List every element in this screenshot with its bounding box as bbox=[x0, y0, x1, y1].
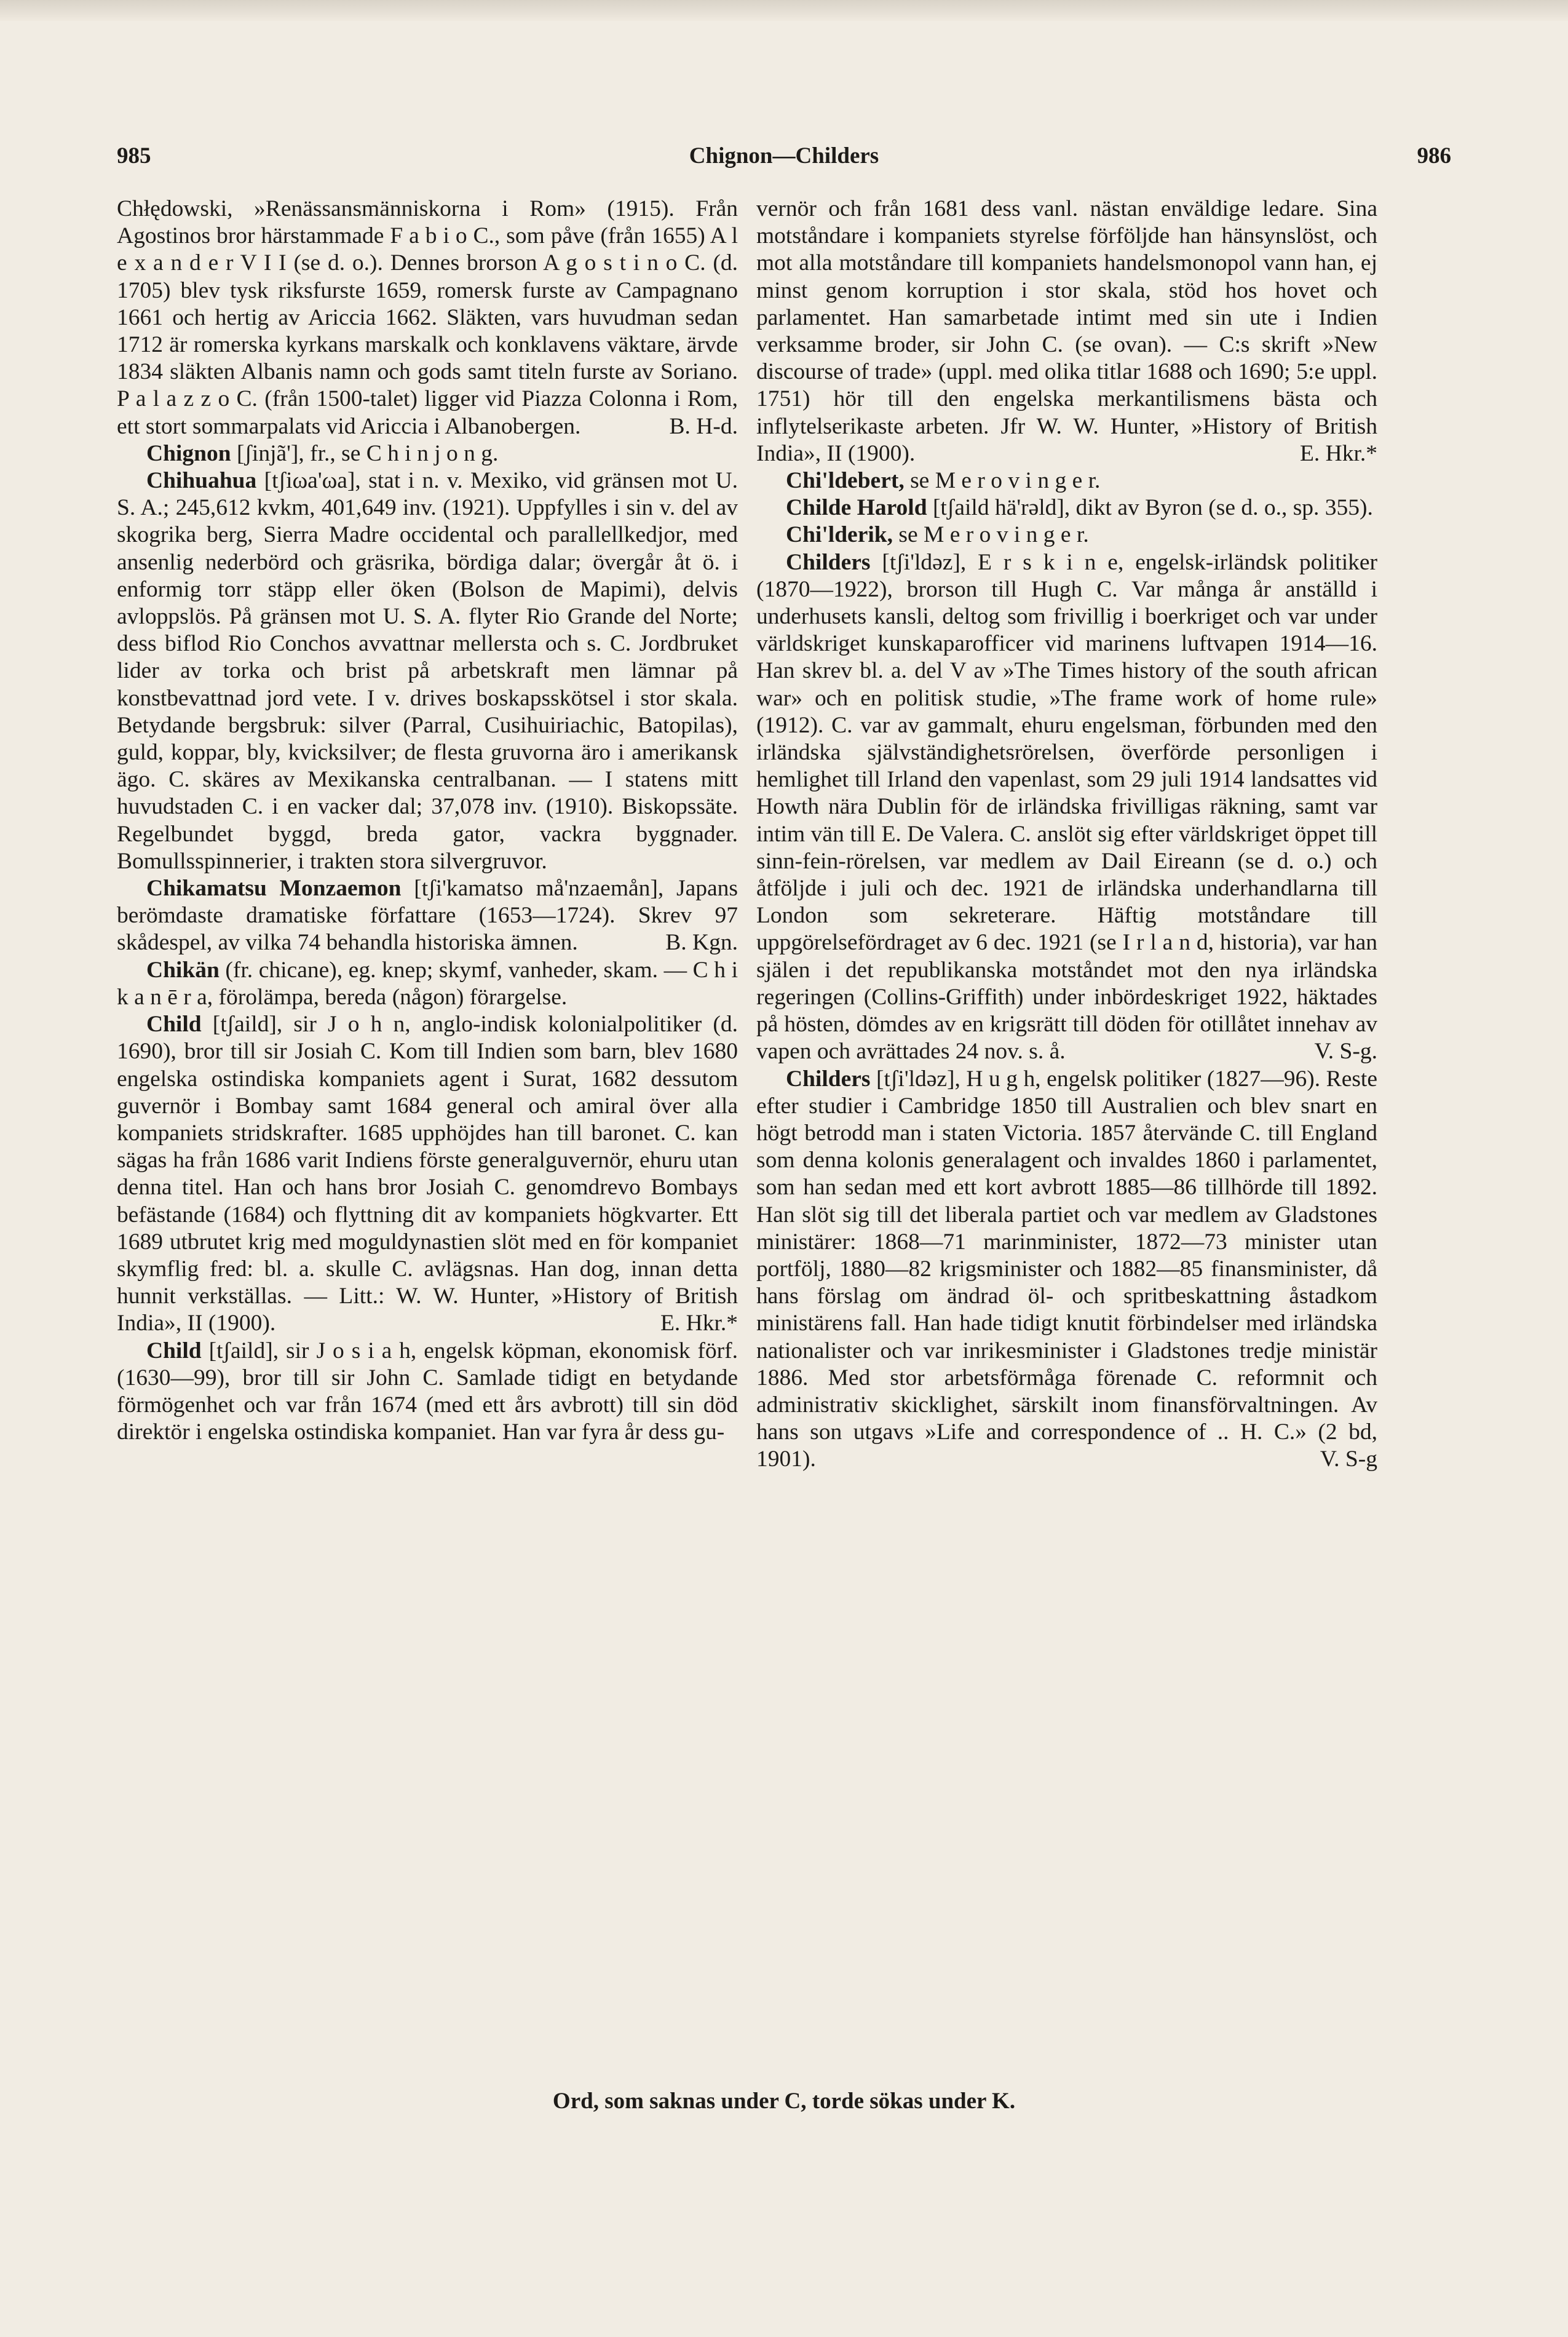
entry-headword: Chignon bbox=[146, 440, 231, 466]
entry-paragraph: Childe Harold [tʃaild hä'rəld], dikt av Byron (se d. o., sp. 355). bbox=[786, 495, 1373, 521]
entry-paragraph: Child [tʃaild], sir J o h n, anglo-indisk kolonialpolitiker (d. 1690), bror till sir Josiah C. Kom till Indien som barn, blev 1680 engelska ostindiska kompaniets agent i Surat, 1682 dessutom guvernör i Bombay samt 1684 general och amiral över alla kompaniets stridskrafter. 1685 upphöjdes han till baronet. C. kan sägas ha från 1686 varit Indiens förste generalguvernör, ehuru utan denna titel. Han och hans bror Josiah C. genomdrevo Bombays befästande (1684) och flyttning dit av kompaniets högkvarter. Ett 1689 utbrutet krig med moguldynastien slöt med en för kompaniet skymflig fred: bl. a. skulle C. avlägsnas. Han dog, innan detta hunnit verkställas. — Litt.: W. W. Hunter, »History of British India», II (1900). E. Hkr.* bbox=[117, 1011, 738, 1337]
scan-top-edge bbox=[0, 0, 1568, 21]
signature: B. Kgn. bbox=[665, 930, 738, 956]
right-column bbox=[756, 196, 1377, 1474]
signature: B. H-d. bbox=[669, 413, 738, 439]
entry-headword: Childers bbox=[786, 549, 871, 575]
entry-headword: Chihuahua bbox=[146, 468, 257, 494]
left-column bbox=[117, 196, 738, 1446]
entry-paragraph: Chi'ldebert, se M e r o v i n g e r. bbox=[786, 468, 1101, 494]
running-title: Chignon—Childers bbox=[689, 143, 879, 169]
page-number-right: 986 bbox=[1417, 143, 1451, 169]
entry-headword: Chikän bbox=[146, 957, 220, 983]
page-number-left: 985 bbox=[117, 143, 151, 169]
entry-headword: Chikamatsu Monzaemon bbox=[146, 876, 402, 902]
signature: V. S-g. bbox=[1314, 1039, 1377, 1065]
entry-paragraph: Chikamatsu Monzaemon [tʃi'kamatso må'nzaemån], Japans berömdaste dramatiske författare (1653—1724). Skrev 97 skådespel, av vilka 74 behandla historiska ämnen. B. Kgn. bbox=[117, 875, 738, 957]
entry-paragraph: Childers [tʃi'ldəz], H u g h, engelsk politiker (1827—96). Reste efter studier i Cambridge 1850 till Australien och blev snart en högt betrodd man i staten Victoria. 1857 återvände C. till England som denna kolonis generalagent och invaldes 1860 i parlamentet, som han sedan med ett kort avbrott 1885—86 tillhörde till 1892. Han slöt sig till det liberala partiet och var medlem av Gladstones ministärer: 1868—71 marinminister, 1872—73 minister utan portfölj, 1880—82 krigsminister och 1882—85 finansminister, då hans förslag om ändrad öl- och spritbeskattning åstadkom ministärens fall. Han hade tidigt knutit förbindelser med irländska nationalister och var inrikesminister i Gladstones tredje ministär 1886. Med stor arbetsförmåga förenade C. reformnit och administrativ skicklighet, särskilt inom finansförvaltningen. Av hans son utgavs »Life and correspondence of .. H. C.» (2 bd, 1901). V. S-g bbox=[756, 1066, 1377, 1474]
entry-headword: Child bbox=[146, 1012, 202, 1038]
entry-headword: Child bbox=[146, 1338, 202, 1363]
signature: V. S-g bbox=[1320, 1446, 1377, 1472]
entry-paragraph: Chi'lderik, se M e r o v i n g e r. bbox=[786, 522, 1089, 548]
entry-paragraph: vernör och från 1681 dess vanl. nästan enväldige ledare. Sina motståndare i kompaniets styrelse förföljde han hänsynslöst, och mot alla motståndare till kompaniets handelsmonopol vann han, ej minst genom korruption i stor skala, stöd hos hovet och parlamentet. Han samarbetade intimt med sin ute i Indien verksamme broder, sir John C. (se ovan). — C:s skrift »New discourse of trade» (uppl. med olika titlar 1688 och 1690; 5:e uppl. 1751) hör till den engelska merkantilismens bästa och inflytelserikaste arbeten. Jfr W. W. Hunter, »History of British India», II (1900). E. Hkr.* bbox=[756, 196, 1377, 467]
entry-paragraph: Chikän (fr. chicane), eg. knep; skymf, vanheder, skam. — C h i k a n ē r a, förolämpa, bereda (någon) förargelse. bbox=[117, 957, 738, 1010]
entry-headword: Chi'ldebert, bbox=[786, 468, 905, 494]
entry-paragraph: Chihuahua [tʃiωa'ωa], stat i n. v. Mexiko, vid gränsen mot U. S. A.; 245,612 kvkm, 401,649 inv. (1921). Uppfylles i sin v. del av skogrika berg, Sierra Madre occidental och parallellkedjor, med ansenlig nederbörd och gräsrika, bördiga dalar; övergår åt ö. i enformig torr stäpp eller öken (Bolson de Mapimi), delvis avloppslös. På gränsen mot U. S. A. flyter Rio Grande del Norte; dess biflod Rio Conchos avvattnar mellersta och s. C. Jordbruket lider av torka och brist på arbetskraft men lämnar på konstbevattnad jord vete. I v. drives boskapsskötsel i stor skala. Betydande bergsbruk: silver (Parral, Cusihuiriachic, Batopilas), guld, koppar, bly, kvicksilver; de flesta gruvorna äro i amerikansk ägo. C. skäres av Mexikanska centralbanan. — I statens mitt huvudstaden C. i en vacker dal; 37,078 inv. (1910). Biskopssäte. Regelbundet byggd, breda gator, vackra byggnader. Bomullsspinnerier, i trakten stora silvergruvor. bbox=[117, 468, 738, 874]
page-header bbox=[117, 143, 1451, 186]
entry-headword: Childe Harold bbox=[786, 495, 927, 521]
entry-paragraph: Childers [tʃi'ldəz], E r s k i n e, engelsk-irländsk politiker (1870—1922), brorson till Hugh C. Var många år anställd i underhusets kansli, deltog som frivillig i boerkriget och var under världskriget kunskaparofficer vid marinens luftvapen 1914—16. Han skrev bl. a. del V av »The Times history of the south african war» och en politisk studie, »The frame work of home rule» (1912). C. var av gammalt, ehuru engelsman, förbunden med den irländska självständighetsrörelsen, överförde personligen i hemlighet till Irland den vapenlast, som 29 juli 1914 landsattes vid Howth nära Dublin för de irländska frivilligas räkning, samt var intim vän till E. De Valera. C. anslöt sig efter världskriget öppet till sinn-fein-rörelsen, var medlem av Dail Eireann (se d. o.) och åtföljde i juli och dec. 1921 de irländska underhandlarna till London som sekreterare. Häftig motståndare till uppgörelsefördraget av 6 dec. 1921 (se I r l a n d, historia), var han själen i det republikanska motståndet mot den nya irländska regeringen (Collins-Griffith) under inbördeskriget 1922, häktades på hösten, dömdes av en krigsrätt till döden för otillåtet innehav av vapen och avrättades 24 nov. s. å. V. S-g. bbox=[756, 549, 1377, 1066]
signature: E. Hkr.* bbox=[1299, 440, 1377, 466]
entry-paragraph: Chłędowski, »Renässansmänniskorna i Rom» (1915). Från Agostinos bror härstammade F a b i o C., som påve (från 1655) A l e x a n d e r V I I (se d. o.). Dennes brorson A g o s t i n o C. (d. 1705) blev tysk riksfurste 1659, romersk furste av Campagnano 1661 och hertig av Ariccia 1662. Släkten, vars huvudman sedan 1712 är romerska kyrkans marskalk och konklavens väktare, ärvde 1834 släkten Albanis namn och gods samt titeln furste av Soriano. P a l a z z o C. (från 1500-talet) ligger vid Piazza Colonna i Rom, ett stort sommarpalats vid Ariccia i Albanobergen. B. H-d. bbox=[117, 196, 738, 440]
entry-paragraph: Child [tʃaild], sir J o s i a h, engelsk köpman, ekonomisk förf. (1630—99), bror till sir John C. Samlade tidigt en betydande förmögenhet och var från 1674 (med ett års avbrott) till sin död direktör i engelska ostindiska kompaniet. Han var fyra år dess gu- bbox=[117, 1338, 738, 1445]
entry-headword: Chi'lderik, bbox=[786, 522, 893, 548]
page-footer-note: Ord, som saknas under C, torde sökas under K. bbox=[552, 2089, 1016, 2114]
signature: E. Hkr.* bbox=[660, 1311, 738, 1336]
entry-paragraph: Chignon [ʃinjã'], fr., se C h i n j o n g. bbox=[146, 440, 499, 466]
entry-headword: Childers bbox=[786, 1066, 871, 1092]
